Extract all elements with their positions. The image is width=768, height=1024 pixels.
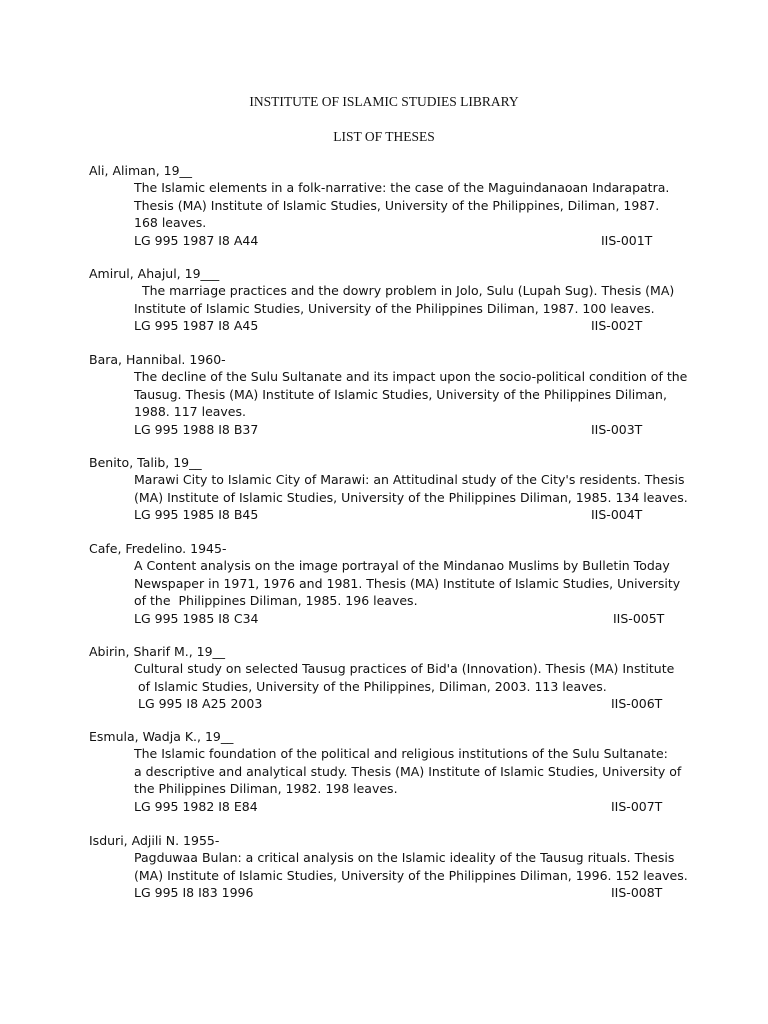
list-title: LIST OF THESES [333,129,435,144]
description-line: 168 leaves. [134,215,207,230]
call-number: LG 995 1987 I8 A45 [134,318,259,333]
description-line: The marriage practices and the dowry problem in Jolo, Sulu (Lupah Sug). Thesis (MA) [134,283,675,298]
description-line: of the Philippines Diliman, 1985. 196 leaves. [134,593,418,608]
accession-number: IIS-008T [611,885,663,900]
entry-author: Esmula, Wadja K., 19__ [89,729,234,744]
entry-author: Cafe, Fredelino. 1945- [89,541,227,556]
description-line: 1988. 117 leaves. [134,404,246,419]
accession-number: IIS-007T [611,799,663,814]
entry-author: Ali, Aliman, 19__ [89,163,193,178]
entry-author: Benito, Talib, 19__ [89,455,202,470]
description-line: Cultural study on selected Tausug practices of Bid'a (Innovation). Thesis (MA) Institute [134,661,675,676]
description-line: Newspaper in 1971, 1976 and 1981. Thesis (MA) Institute of Islamic Studies, University [134,575,681,591]
description-line: The Islamic elements in a folk-narrative: the case of the Maguindanaoan Indarapatra. [134,180,670,195]
library-title: INSTITUTE OF ISLAMIC STUDIES LIBRARY [249,94,519,109]
description-line: a descriptive and analytical study. Thesis (MA) Institute of Islamic Studies, University of [134,763,682,779]
call-number: LG 995 1985 I8 B45 [134,507,259,522]
entry-description [134,179,679,232]
call-number: LG 995 I8 I83 1996 [134,885,254,900]
description-line: the Philippines Diliman, 1982. 198 leaves. [134,781,398,796]
entry-author: Amirul, Ahajul, 19___ [89,266,220,281]
description-line: Tausug. Thesis (MA) Institute of Islamic Studies, University of the Philippines Diliman, [134,386,667,402]
description-line: (MA) Institute of Islamic Studies, University of the Philippines Diliman, 1996. 152 leaves. [134,867,688,883]
accession-number: IIS-004T [591,507,643,522]
description-line: The Islamic foundation of the political and religious institutions of the Sulu Sultanate: [134,746,668,761]
call-number: LG 995 1987 I8 A44 [134,233,259,248]
call-number: LG 995 1985 I8 C34 [134,611,259,626]
entry-description [134,368,688,421]
call-number: LG 995 1982 I8 E84 [134,799,258,814]
call-number: LG 995 I8 A25 2003 [134,696,263,711]
entry-author: Abirin, Sharif M., 19__ [89,644,226,659]
accession-number: IIS-001T [601,233,653,248]
accession-number: IIS-003T [591,422,643,437]
description-line: Pagduwaa Bulan: a critical analysis on the Islamic ideality of the Tausug rituals. Thesis [134,850,675,865]
description-line: A Content analysis on the image portrayal of the Mindanao Muslims by Bulletin Today [134,558,670,573]
entry-description [134,849,688,884]
accession-number: IIS-002T [591,318,643,333]
call-number: LG 995 1988 I8 B37 [134,422,259,437]
entry-description [134,557,679,610]
accession-number: IIS-006T [611,696,663,711]
description-line: The decline of the Sulu Sultanate and its impact upon the socio-political condition of the [134,369,688,384]
entry-description [134,471,688,506]
description-line: (MA) Institute of Islamic Studies, University of the Philippines Diliman, 1985. 134 leaves. [134,489,688,505]
entry-description [134,660,679,695]
entry-description [134,745,682,798]
description-line: Thesis (MA) Institute of Islamic Studies, University of the Philippines, Diliman, 1987. [134,197,660,213]
description-line: Institute of Islamic Studies, University of the Philippines Diliman, 1987. 100 leaves. [134,300,655,316]
accession-number: IIS-005T [613,611,665,626]
entry-author: Isduri, Adjili N. 1955- [89,833,220,848]
description-line: Marawi City to Islamic City of Marawi: an Attitudinal study of the City's residents. Thesis [134,472,685,487]
entry-description [134,282,679,317]
entry-author: Bara, Hannibal. 1960- [89,352,226,367]
description-line: of Islamic Studies, University of the Philippines, Diliman, 2003. 113 leaves. [134,678,607,694]
